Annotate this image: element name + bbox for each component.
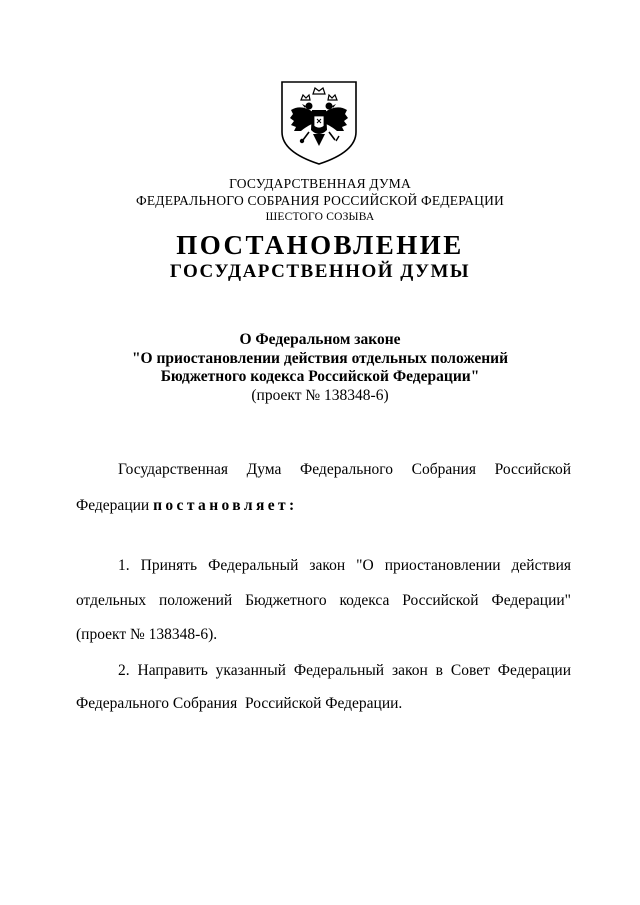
- subject-project-number: (проект № 138348-6): [251, 386, 389, 404]
- document-title: ПОСТАНОВЛЕНИЕ: [176, 230, 464, 260]
- document-title-block: [0, 230, 640, 284]
- item-1-line-1: 1. Принять Федеральный закон "О приостановлении действия: [118, 557, 571, 574]
- header-convocation: ШЕСТОГО СОЗЫВА: [265, 211, 375, 223]
- subject-block: [0, 331, 640, 405]
- header-duma-name: ГОСУДАРСТВЕННАЯ ДУМА: [229, 176, 411, 191]
- item-2-line-1: 2. Направить указанный Федеральный закон в Совет Федерации: [118, 662, 571, 679]
- coat-of-arms-emblem-icon: [279, 80, 359, 166]
- subject-line-2: "О приостановлении действия отдельных положений: [131, 349, 509, 367]
- preamble-prefix: Федерации: [76, 497, 154, 514]
- header-block: [0, 175, 640, 226]
- preamble-line-2: [76, 496, 571, 516]
- item-1-line-2: отдельных положений Бюджетного кодекса Российской Федерации": [76, 592, 571, 609]
- header-federal-assembly: ФЕДЕРАЛЬНОГО СОБРАНИЯ РОССИЙСКОЙ ФЕДЕРАЦИИ: [136, 193, 504, 208]
- subject-line-1: О Федеральном законе: [239, 331, 401, 348]
- preamble-line-1: Государственная Дума Федерального Собрания Российской: [118, 461, 571, 478]
- preamble-verb: постановляет:: [153, 497, 298, 514]
- subject-line-3: Бюджетного кодекса Российской Федерации": [160, 368, 480, 385]
- item-2-line-2: Федерального Собрания Российской Федерации.: [76, 695, 403, 712]
- item-1-line-3: (проект № 138348-6).: [76, 626, 218, 643]
- document-subtitle: ГОСУДАРСТВЕННОЙ ДУМЫ: [169, 261, 471, 282]
